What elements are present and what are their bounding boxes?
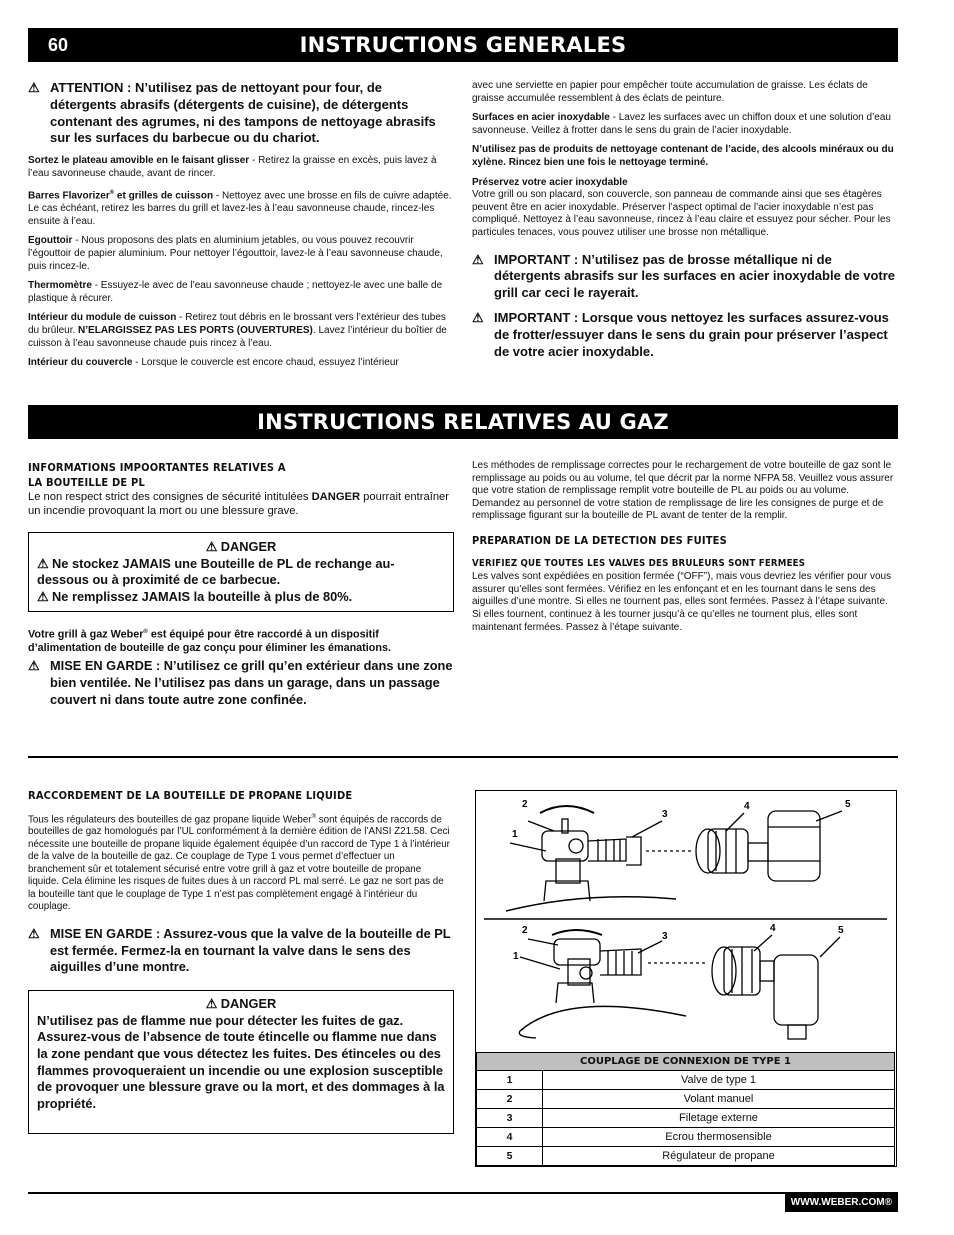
- callout-3-top: 3: [662, 809, 668, 820]
- couvercle-paragraph: Intérieur du couvercle - Lorsque le couvercle est encore chaud, essuyez l’intérieur: [28, 357, 399, 369]
- footer-url[interactable]: WWW.WEBER.COM®: [785, 1193, 898, 1212]
- raccordement-title: RACCORDEMENT DE LA BOUTEILLE DE PROPANE LIQUIDE: [28, 789, 353, 802]
- table-row: 2 Volant manuel: [477, 1090, 895, 1109]
- danger-heading: ⚠ DANGER: [205, 996, 277, 1012]
- general-right-column: [472, 80, 896, 368]
- preservez-paragraph: Préservez votre acier inoxydable Votre grill ou son placard, son couvercle, son panneau de commande ainsi que ses étagères peuvent être en acier inoxydable. Préserver l’aspect optimal de l’acier inoxydable n’est pas compliqué. Nettoyez à l’eau savonneuse, rincez à l’eau claire et essuyez pour sécher. Pour les particules tenaces, vous pouvez utiliser une brosse non métallique.: [472, 176, 891, 238]
- warning-icon: ⚠: [37, 555, 49, 571]
- raccordement-paragraph: Tous les régulateurs des bouteilles de gaz propane liquide Weber® sont équipés de raccords de bouteilles de gaz homologués par l’UL conformément à la dernière édition de l’ANSI Z21.58. Ceci nécessite une bouteille de propane liquide également équipée d’un raccord de Type 1 à l’intérieur de la valve de la bouteille de gaz. Ce couplage de Type 1 vous permet d’effectuer un branchement sûr et totalement sécurisé entre votre grill à gaz et votre bouteille de propane liquide. Cela élimine les risques de fuites dues à un raccord PL mal serré. Le gaz ne sort pas de la bouteille tant que le couplage de Type 1 n’est pas complètement engagé à l’intérieur du couplage.: [28, 813, 450, 913]
- verif-title: VERIFIEZ QUE TOUTES LES VALVES DES BRULEURS SONT FERMEES: [472, 557, 806, 569]
- table-row: 4 Ecrou thermosensible: [477, 1128, 895, 1147]
- warning-icon: ⚠: [28, 80, 40, 95]
- inox-paragraph: Surfaces en acier inoxydable - Lavez les surfaces avec un chiffon doux et une solution d’eau savonneuse. Veillez à frotter dans le sens du grain de l’acier inoxydable.: [472, 112, 891, 136]
- callout-4-top: 4: [744, 801, 750, 812]
- plateau-paragraph: Sortez le plateau amovible en le faisant glisser - Retirez la graisse en excès, puis lavez à l’eau savonneuse chaude, avant de rincer.: [28, 155, 437, 179]
- warning-icon: ⚠: [472, 251, 484, 267]
- coupling-illustration: [476, 791, 895, 1052]
- callout-1-top: 1: [512, 829, 518, 840]
- warning-icon: ⚠: [37, 588, 49, 604]
- parts-table: [476, 1052, 895, 1166]
- mise-en-garde-2: ⚠ MISE EN GARDE : Assurez-vous que la valve de la bouteille de PL est fermée. Fermez-la en tournant la valve dans le sens des aiguilles d’une montre.: [28, 925, 451, 975]
- important-warning-1: ⚠ IMPORTANT : N’utilisez pas de brosse métallique ni de détergents abrasifs sur les surfaces en acier inoxydable de votre grill car ceci le rayerait.: [472, 251, 896, 301]
- section-title-general: INSTRUCTIONS GENERALES: [299, 33, 627, 57]
- mise-en-garde-1: ⚠ MISE EN GARDE : N’utilisez ce grill qu’en extérieur dans une zone bien ventilée. Ne l’utilisez pas dans un garage, dans un passage couvert ni dans toute autre zone confinée.: [28, 657, 453, 707]
- warning-icon: ⚠: [28, 925, 40, 941]
- warning-icon: ⚠: [205, 539, 218, 554]
- section-header-general: [28, 28, 898, 62]
- table-row: 5 Régulateur de propane: [477, 1147, 895, 1166]
- info-title: INFORMATIONS IMPOORTANTES RELATIVES A LA BOUTEILLE DE PL: [28, 461, 286, 489]
- section-header-gas: [28, 405, 898, 439]
- egouttoir-paragraph: Egouttoir - Nous proposons des plats en aluminium jetables, ou vous pouvez recouvrir l’égouttoir de papier aluminium. Pour nettoyer l’égouttoir, lavez-le à l’eau savonneuse chaude, puis rincez-le.: [28, 235, 443, 272]
- general-left-column: [28, 80, 452, 377]
- danger-item-2: ⚠ Ne remplissez JAMAIS la bouteille à plus de 80%.: [37, 588, 353, 604]
- table-row: 3 Filetage externe: [477, 1109, 895, 1128]
- remplissage-paragraph: Les méthodes de remplissage correctes pour le rechargement de votre bouteille de gaz sont le remplissage au poids ou au volume, tel que décrit par la norme NFPA 58. Veuillez vous assurer que votre station de remplissage remplit votre bouteille de PL au poids ou au volume. Demandez au personnel de votre station de remplissage de lire les consignes de purge et de remplissage figurant sur la bouteille de PL avant de tenter de la remplir.: [472, 460, 894, 522]
- danger-item-1: ⚠ Ne stockez JAMAIS une Bouteille de PL de rechange au-dessous ou à proximité de ce barbecue.: [37, 555, 395, 588]
- callout-2-bottom: 2: [522, 925, 528, 936]
- callout-3-bottom: 3: [662, 931, 668, 942]
- danger-box-1: [28, 532, 454, 612]
- callout-5-top: 5: [845, 799, 851, 810]
- danger-text: N’utilisez pas de flamme nue pour détecter les fuites de gaz. Assurez-vous de l’absence de toute étincelle ou flamme nue dans la zone pendant que vous détectez les fuites. Des étinceles ou des flammes provoqueraient un incendie ou une explosion susceptible de provoquer une blessure grave ou la mort, et des dommages à la propriété.: [37, 1012, 445, 1111]
- coupling-figure: [475, 790, 897, 1167]
- couvercle-continued: avec une serviette en papier pour empêcher toute accumulation de graisse. Les éclats de graisse accumulée ressemblent à des éclats de peinture.: [472, 80, 868, 104]
- callout-2-top: 2: [522, 799, 528, 810]
- page-number: 60: [48, 35, 69, 55]
- produits-paragraph: N’utilisez pas de produits de nettoyage contenant de l’acide, des alcools minéraux ou du xylène. Rincez bien une fois le nettoyage terminé.: [472, 144, 894, 168]
- gas-left-column: [28, 460, 454, 716]
- prep-title: PREPARATION DE LA DETECTION DES FUITES: [472, 533, 727, 547]
- barres-paragraph: Barres Flavorizer® et grilles de cuisson - Nettoyez avec une brosse en fils de cuivre adaptée. Le cas échéant, retirez les barres du grill et lavez-les à l’eau savonneuse chaude, rincez-les ensuite à l’eau.: [28, 190, 452, 227]
- warning-icon: ⚠: [28, 657, 40, 673]
- info-paragraph: Le non respect strict des consignes de sécurité intitulées DANGER pourrait entraîner un incendie provoquant la mort ou une blessure grave.: [28, 491, 449, 517]
- verif-paragraph: Les valves sont expédiées en position fermée (“OFF”), mais vous devriez les vérifier pour vous assurer qu’elles sont fermées. Vérifiez en les enfonçant et en les tournant dans le sens des aiguilles d’une montre. Si elles ne tournent pas, elles sont fermées. Passez à l’étape suivante. Si elles tournent, continuez à les tourner jusqu’à ce qu’elles ne tournent plus, elles sont maintenant fermées. Passez à l’étape suivante.: [472, 571, 892, 633]
- weber-paragraph: Votre grill à gaz Weber® est équipé pour être raccordé à un dispositif d’alimentation de bouteille de gaz conçu pour éliminer les émanations.: [28, 628, 391, 655]
- danger-box-2: [28, 990, 454, 1134]
- warning-icon: ⚠: [205, 996, 218, 1012]
- attention-warning: ⚠ ATTENTION : N’utilisez pas de nettoyant pour four, de détergents abrasifs (détergents de cuisine), de détergents contenant des agrumes, ni des tampons de nettoyage abrasifs sur les surfaces du barbecue ou du chariot.: [28, 80, 436, 146]
- danger-heading: ⚠ DANGER: [205, 539, 277, 554]
- thermometre-paragraph: Thermomètre - Essuyez-le avec de l’eau savonneuse chaude ; nettoyez-le avec une balle de plastique à récurer.: [28, 280, 443, 304]
- section-title-gas: INSTRUCTIONS RELATIVES AU GAZ: [257, 410, 669, 434]
- parts-table-title: COUPLAGE DE CONNEXION DE TYPE 1: [477, 1053, 895, 1071]
- callout-1-bottom: 1: [513, 951, 519, 962]
- footer-rule: [28, 1192, 898, 1194]
- raccordement-column: [28, 790, 454, 1134]
- section-divider: [28, 756, 898, 758]
- important-warning-2: ⚠ IMPORTANT : Lorsque vous nettoyez les surfaces assurez-vous de frotter/essuyer dans le sens du grain pour préserver l’aspect de votre acier inoxydable.: [472, 309, 889, 359]
- gas-right-column: [472, 460, 898, 641]
- table-row: 1 Valve de type 1: [477, 1071, 895, 1090]
- callout-4-bottom: 4: [770, 923, 776, 934]
- callout-5-bottom: 5: [838, 925, 844, 936]
- module-paragraph: Intérieur du module de cuisson - Retirez tout débris en le brossant vers l’extérieur des tubes du brûleur. N’ELARGISSEZ PAS LES PORTS (OUVERTURES). Lavez l’intérieur du boîtier de cuisson à l’eau savonneuse chaude puis rincez à l’eau.: [28, 312, 447, 349]
- warning-icon: ⚠: [472, 309, 484, 325]
